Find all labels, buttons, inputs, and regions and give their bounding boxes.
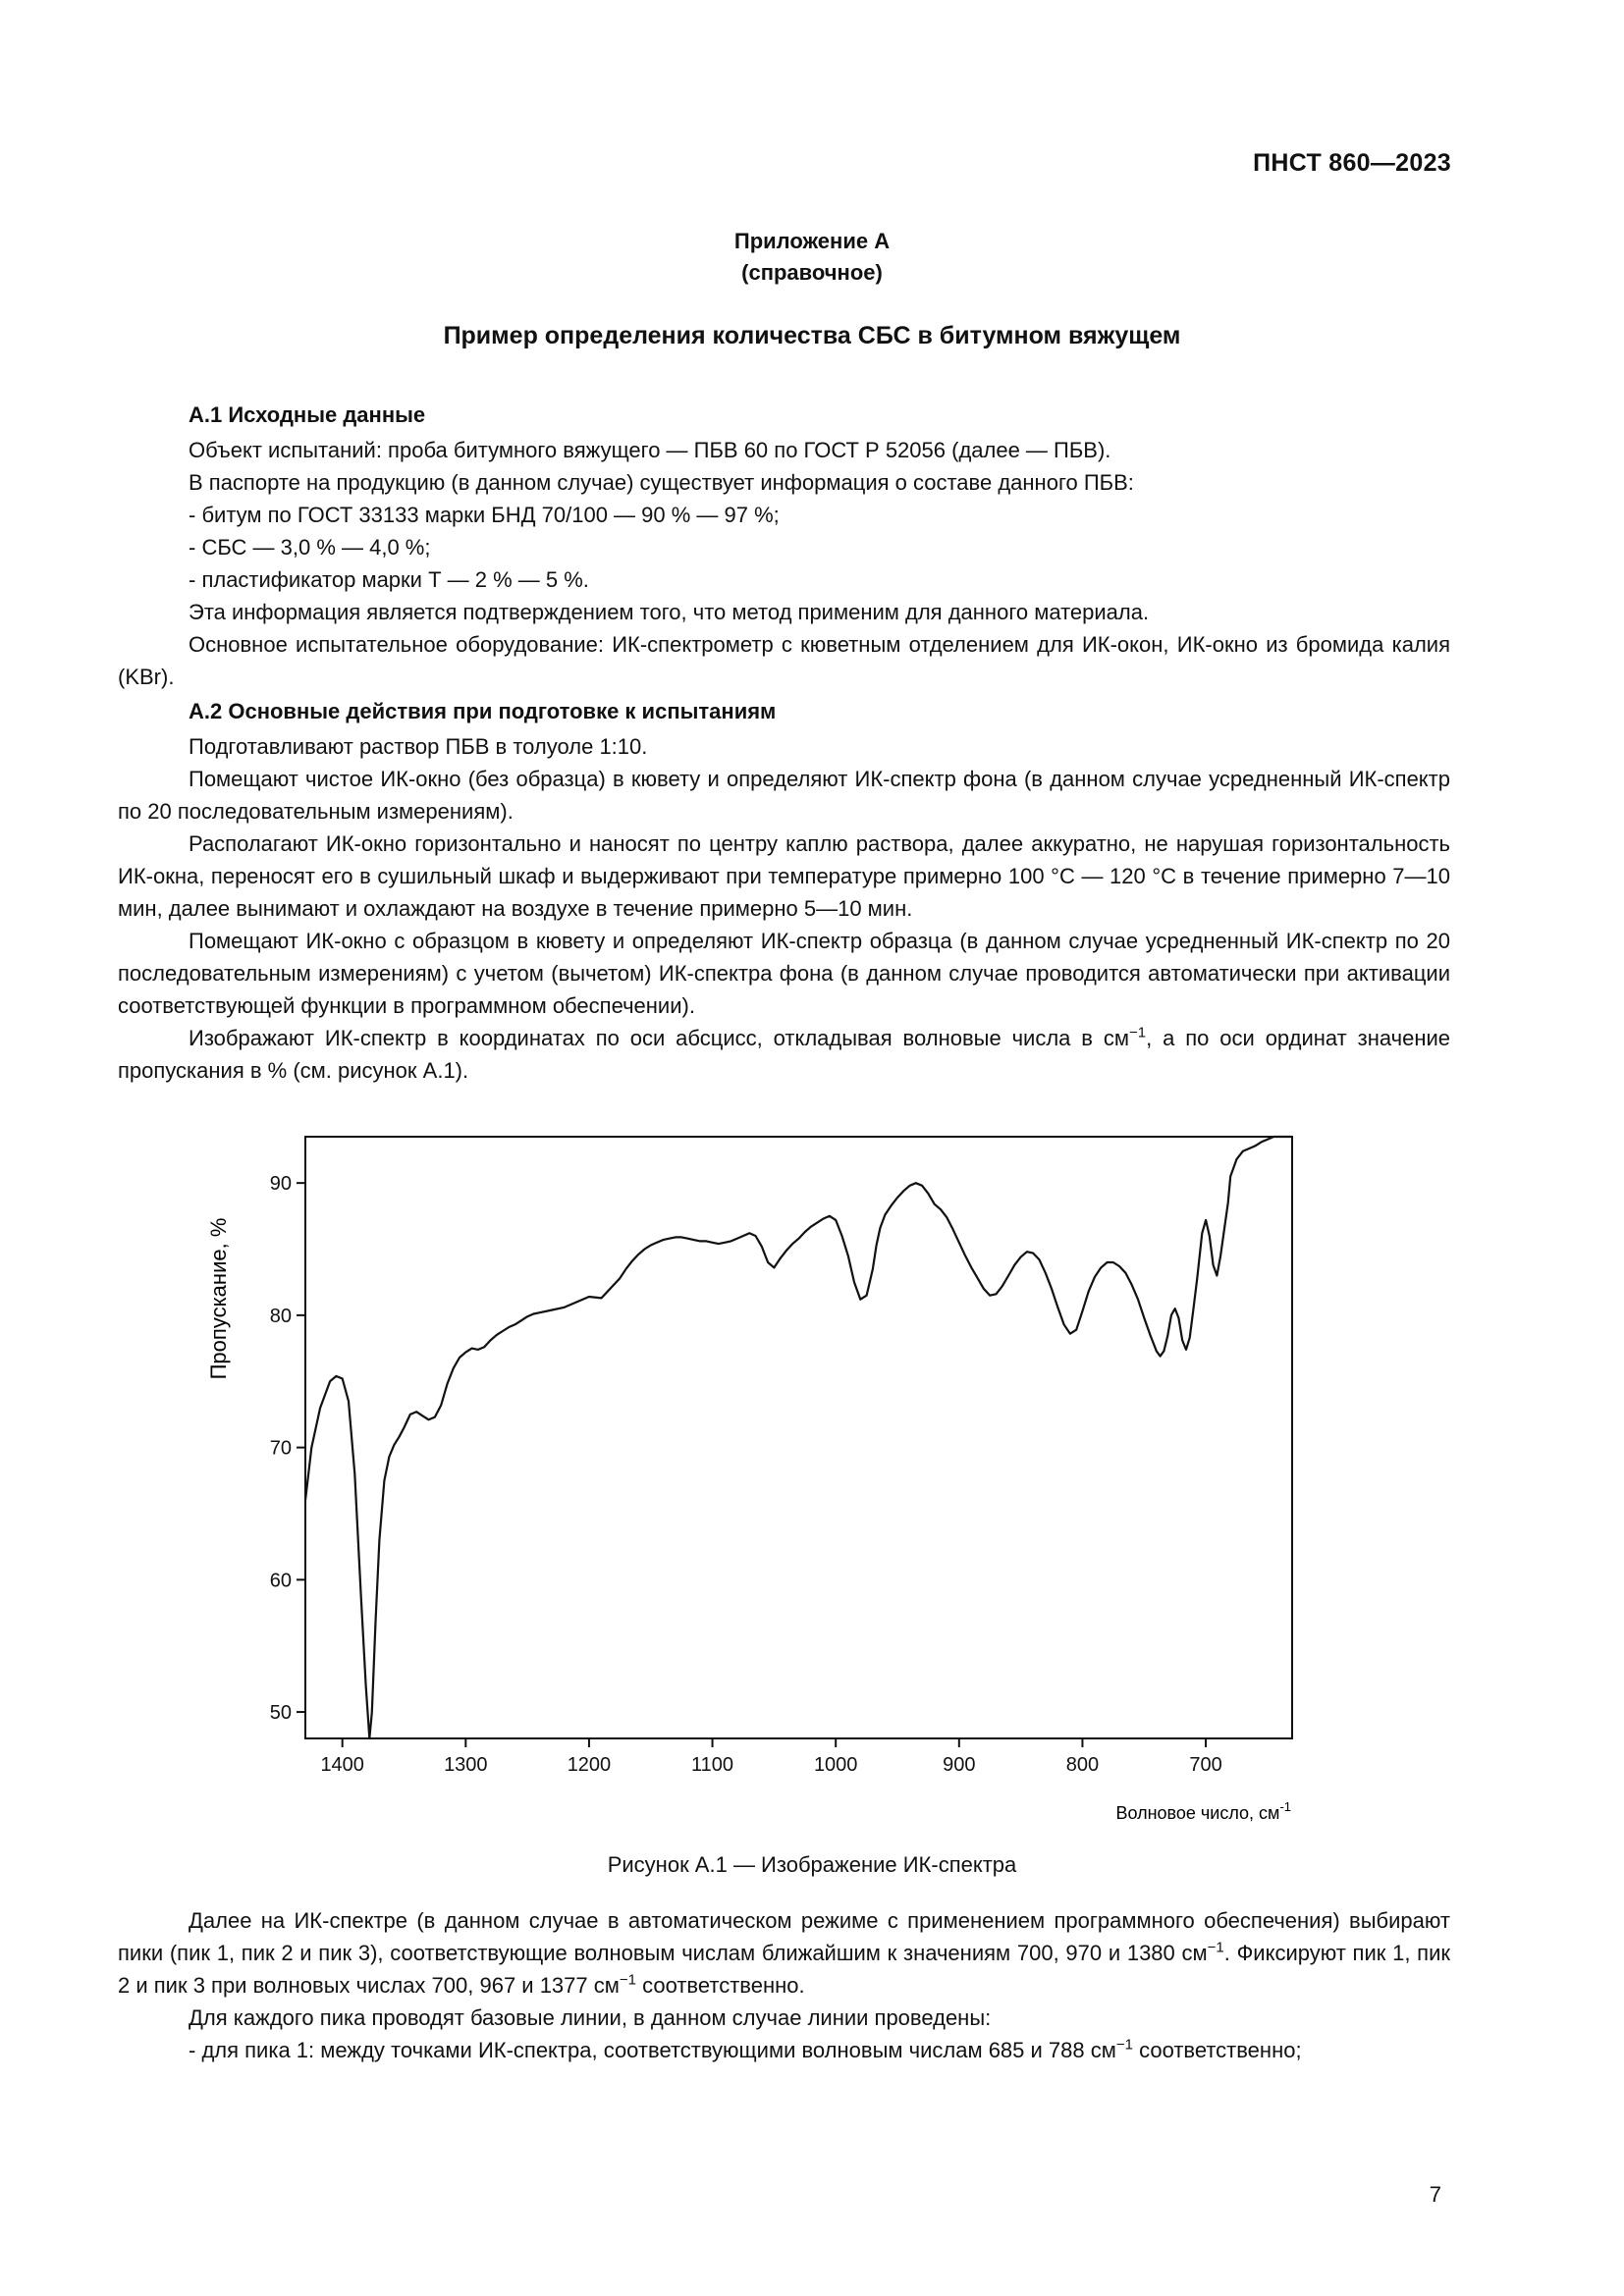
a1-list-item-bitumen: - битум по ГОСТ 33133 марки БНД 70/100 — 90 % — 97 %;	[189, 503, 780, 527]
x-tick-label-1100: 1100	[691, 1754, 734, 1776]
a2-paragraph-plot: Изображают ИК-спектр в координатах по оси абсцисс, откладывая волновые числа в $см^{-1}$, а по оси ординат значение пропускания в % (см. рисунок А.1).	[118, 1024, 1451, 1083]
y-axis-label: Пропускание, %	[206, 1217, 231, 1380]
ir-spectrum-chart	[177, 1095, 1365, 1841]
paragraph-peak1-baseline: - для пика 1: между точками ИК-спектра, соответствующими волновым числам 685 и 788 $см^{-1}$ соответственно;	[189, 2036, 1302, 2062]
plot-frame	[305, 1137, 1292, 1738]
a1-paragraph-object: Объект испытаний: проба битумного вяжущего — ПБВ 60 по ГОСТ Р 52056 (далее — ПБВ).	[189, 438, 1111, 462]
y-tick-label-80: 80	[269, 1305, 292, 1327]
section-after-figure	[118, 1904, 1450, 2066]
x-tick-label-900: 900	[943, 1754, 976, 1776]
spectrum-line-0	[305, 1137, 1292, 1738]
a1-paragraph-applicability: Эта информация является подтверждением того, что метод применим для данного материала.	[189, 600, 1150, 624]
x-axis-label: Волновое число, $см^{-1}$	[1115, 1799, 1291, 1823]
y-tick-label-60: 60	[269, 1570, 292, 1592]
x-tick-label-700: 700	[1189, 1754, 1222, 1776]
y-tick-label-70: 70	[269, 1437, 292, 1460]
a1-heading: А.1 Исходные данные	[189, 402, 426, 427]
paragraph-baselines: Для каждого пика проводят базовые линии, в данном случае линии проведены:	[189, 2005, 992, 2030]
x-tick-label-1200: 1200	[567, 1754, 612, 1776]
y-tick-label-50: 50	[269, 1702, 292, 1725]
a1-list-item-plasticizer: - пластификатор марки Т — 2 % — 5 %.	[189, 567, 589, 592]
a2-paragraph-background: Помещают чистое ИК-окно (без образца) в кювету и определяют ИК-спектр фона (в данном случае усредненный ИК-спектр по 20 последовательным измерениям).	[118, 767, 1450, 824]
a1-list-item-sbs: - СБС — 3,0 % — 4,0 %;	[189, 535, 431, 560]
document-code: ПНСТ 860—2023	[1253, 149, 1451, 177]
page-number: 7	[1429, 2182, 1441, 2207]
a2-paragraph-solution: Подготавливают раствор ПБВ в толуоле 1:10.	[189, 734, 648, 759]
section-a1	[118, 399, 1450, 693]
a2-heading: А.2 Основные действия при подготовке к испытаниям	[189, 699, 777, 723]
y-tick-label-90: 90	[269, 1173, 292, 1196]
a1-paragraph-passport: В паспорте на продукцию (в данном случае) существует информация о составе данного ПБВ:	[189, 470, 1134, 495]
section-title: Пример определения количества СБС в битумном вяжущем	[443, 322, 1181, 349]
section-a2	[118, 695, 1450, 1087]
paragraph-peaks: Далее на ИК-спектре (в данном случае в автоматическом режиме с применением программного обеспечения) выбирают пики (пик 1, пик 2 и пик 3), соответствующие волновым числам ближайшим к значениям 700, 970 и 1380 $см^{-1}$. Фиксируют пик 1, пик 2 и пик 3 при волновых числах 700, 967 и 1377 $см^{-1}$ соответственно.	[118, 1908, 1450, 1998]
a2-paragraph-sample: Помещают ИК-окно с образцом в кювету и определяют ИК-спектр образца (в данном случае усредненный ИК-спектр по 20 последовательным измерениям) с учетом (вычетом) ИК-спектра фона (в данном случае проводится автоматически при активации соответствующей функции в программном обеспечении).	[118, 929, 1450, 1018]
a2-paragraph-drying: Располагают ИК-окно горизонтально и наносят по центру каплю раствора, далее аккуратно, не нарушая горизонтальность ИК-окна, переносят его в сушильный шкаф и выдерживают при температуре примерно 100 °С — 120 °С в течение примерно 7—10 мин, далее вынимают и охлаждают на воздухе в течение примерно 5—10 мин.	[118, 831, 1450, 921]
x-tick-label-1000: 1000	[813, 1754, 858, 1776]
a1-paragraph-equipment: Основное испытательное оборудование: ИК-спектрометр с кюветным отделением для ИК-окон, ИК-окно из бромида калия (KBr).	[118, 632, 1450, 689]
x-tick-label-800: 800	[1065, 1754, 1100, 1776]
appendix-subtitle: (справочное)	[741, 260, 883, 285]
x-tick-label-1300: 1300	[444, 1754, 488, 1776]
x-tick-label-1400: 1400	[320, 1754, 364, 1776]
appendix-title: Приложение А	[733, 229, 891, 253]
figure-caption: Рисунок А.1 — Изображение ИК-спектра	[607, 1852, 1017, 1877]
